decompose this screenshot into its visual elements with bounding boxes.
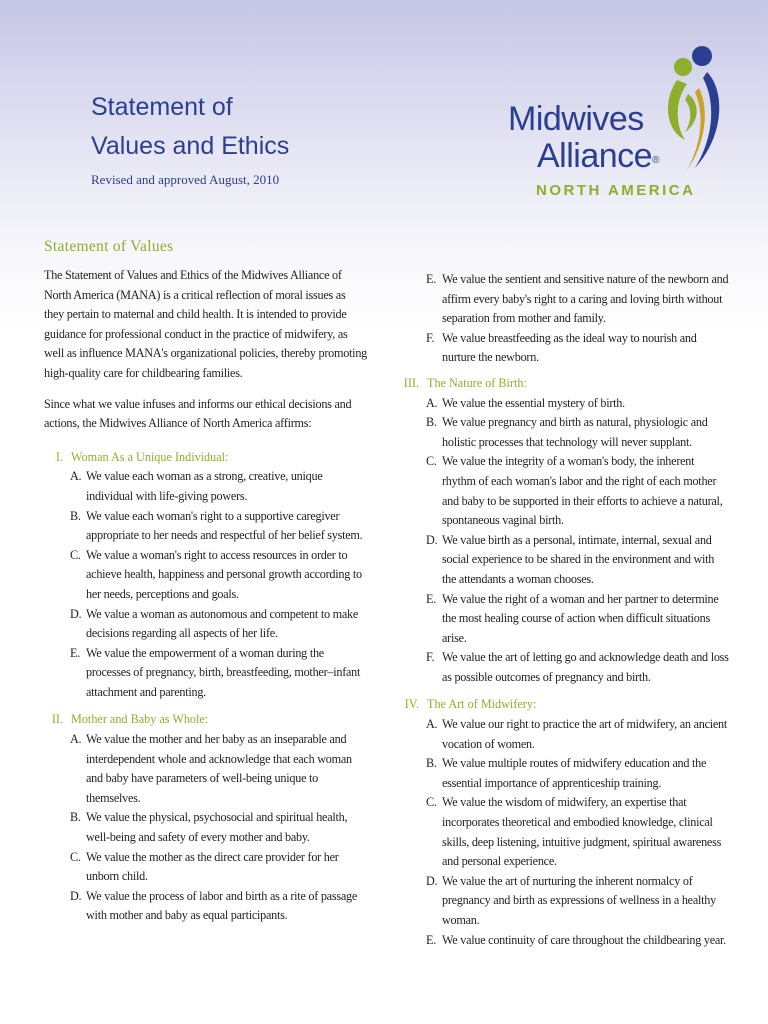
list-item: B. We value each woman's right to a supportive caregiver appropriate to her needs and respectful of her belief system. [70,508,363,543]
group-title: The Nature of Birth: [427,375,527,390]
group-heading [44,710,368,730]
title-line-1: Statement of [91,93,233,121]
logo-text-midwives: Midwives [508,100,644,138]
list-item: C. We value a woman's right to access resources in order to achieve health, happiness and personal growth according to her needs, perceptions and goals. [70,547,362,601]
registered-mark: ® [652,155,659,166]
group-heading [400,374,730,394]
document-title [91,88,289,166]
group-title: The Art of Midwifery: [427,697,537,712]
value-group-ii [44,710,368,926]
list-item: C. We value the mother as the direct care provider for her unborn child. [70,849,339,884]
group-number: II. [51,712,63,727]
mana-logo [500,40,730,210]
mother-child-figure-icon [655,40,725,180]
list-item: A. We value the essential mystery of birth. [426,395,625,410]
list-item: D. We value the process of labor and birth as a rite of passage with mother and baby as equal participants. [70,888,357,923]
list-item: B. We value pregnancy and birth as natural, physiologic and holistic processes that technology will never supplant. [426,415,708,449]
intro-paragraph: Since what we value infuses and informs our ethical decisions and actions, the Midwives Alliance of North America affirms: [44,396,352,431]
list-item: E. We value continuity of care throughout the childbearing year. [426,932,726,947]
left-column [44,236,368,928]
title-line-2: Values and Ethics [91,132,290,160]
list-item: B. We value the physical, psychosocial and spiritual health, well-being and safety of every mother and baby. [70,810,348,845]
list-item: C. We value the integrity of a woman's body, the inherent rhythm of each woman's labor and the right of each mother and baby to be supported in their efforts to achieve a natural, spontaneous vaginal birth. [426,454,723,528]
list-item: C. We value the wisdom of midwifery, an expertise that incorporates theoretical and embodied knowledge, clinical skills, deep listening, intuitive judgment, spiritual awareness and personal experience. [426,795,722,869]
list-item: D. We value birth as a personal, intimate, internal, sexual and social experience to be shared in the environment and with the attendants a woman chooses. [426,532,715,586]
list-item: E. We value the empowerment of a woman during the processes of pregnancy, birth, breastfeeding, mother–infant attachment and parenting. [70,645,361,699]
list-item: E. We value the right of a woman and her partner to determine the most healing course of action when difficult situations arise. [426,591,719,645]
group-heading [400,695,730,715]
list-item: A. We value each woman as a strong, creative, unique individual with life-giving powers. [70,469,323,503]
group-heading [44,448,368,468]
list-item: F. We value the art of letting go and acknowledge death and loss as possible outcomes of pregnancy and birth. [426,650,729,684]
list-item: D. We value the art of nurturing the inherent normalcy of pregnancy and birth as expressions of wellness in a healthy woman. [426,873,716,927]
section-title: Statement of Values [44,238,174,255]
logo-text-alliance: Alliance® [537,137,659,175]
group-number: I. [55,449,63,464]
group-title: Mother and Baby as Whole: [71,712,209,727]
value-group-iv [400,695,730,950]
list-item: A. We value our right to practice the art of midwifery, an ancient vocation of women. [426,717,728,751]
list-item: E. We value the sentient and sensitive nature of the newborn and affirm every baby's right to a caring and loving birth without separation from mother and family. [426,272,729,326]
value-group-i [44,448,368,703]
list-item: F. We value breastfeeding as the ideal way to nourish and nurture the newborn. [426,330,697,365]
revision-note: Revised and approved August, 2010 [91,172,280,187]
group-number: IV. [404,697,419,712]
intro-paragraph: The Statement of Values and Ethics of the Midwives Alliance of North America (MANA) is a critical reflection of moral issues as they pertain to maternal and child health. It is intended to provide guidance for professional conduct in the practice of midwifery, as well as influence MANA's organizational policies, thereby promoting high-quality care for childbearing families. [44,268,368,380]
value-group-iii [400,374,730,688]
value-group-ii-continued [400,270,730,368]
group-title: Woman As a Unique Individual: [71,449,229,464]
list-item: D. We value a woman as autonomous and competent to make decisions regarding all aspects of her life. [70,606,359,641]
logo-text-north-america: NORTH AMERICA [536,182,696,199]
group-number: III. [403,375,419,390]
list-item: A. We value the mother and her baby as an inseparable and interdependent whole and acknowledge that each woman and baby have parameters of well-being unique to themselves. [70,732,352,805]
right-column [400,270,730,952]
list-item: B. We value multiple routes of midwifery education and the essential importance of apprenticeship training. [426,756,707,790]
